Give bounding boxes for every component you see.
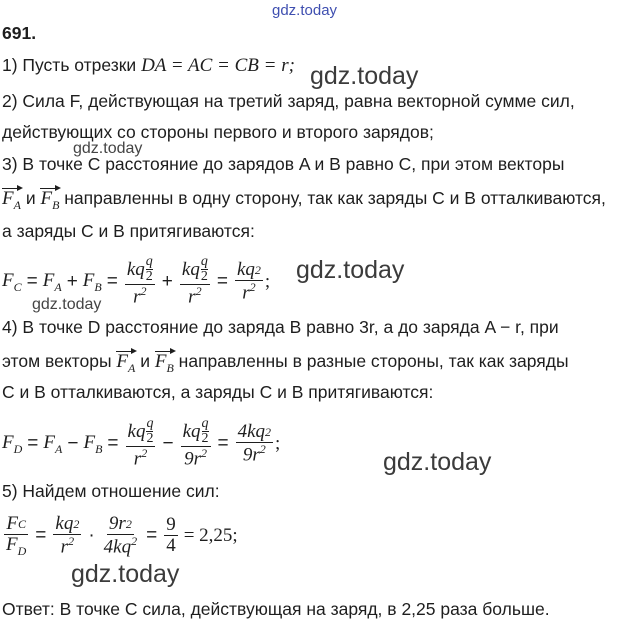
step-1-text: 1) Пусть отрезки	[2, 55, 142, 75]
formula-fc: $F_C$ = $F_A$ + $F_B$ = kq $\frac{q}{2}$ $r^2$ + kq $\frac{q}{2}$ $r^2$ = kq 2 $r^2$ ;	[2, 254, 271, 308]
equals: =	[216, 271, 228, 292]
watermark: gdz.today	[32, 296, 102, 313]
vector-fb: $F_B$	[155, 351, 174, 379]
and-text: и	[135, 351, 155, 371]
answer: Ответ: В точке C сила, действующая на заряд, в 2,25 раза больше.	[2, 599, 550, 619]
watermark: gdz.today	[310, 62, 419, 90]
step-3: 3) В точке C расстояние до зарядов A и B равно C, при этом векторы	[2, 154, 565, 174]
step-4-vectors-pre: этом векторы	[2, 351, 117, 371]
step-4-vectors-text: направленны в разные стороны, так как заряды	[173, 351, 569, 371]
watermark: gdz.today	[73, 140, 143, 157]
and-text: и	[20, 188, 41, 208]
step-2: 2) Сила F, действующая на третий заряд, равна векторной сумме сил,	[2, 91, 575, 111]
vector-fa: $F_A$	[116, 351, 135, 379]
ratio-value: = 2,25;	[183, 525, 238, 546]
formula-fd: $F_D$ = $F_A$ − $F_B$ = kq $\frac{q}{2}$ $r^2$ − kq $\frac{q}{2}$ $9r^2$ = 4kq 2 $9r^2$ ;	[2, 416, 281, 470]
step-4: 4) В точке D расстояние до заряда B равно 3r, а до заряда A − r, при	[2, 317, 559, 337]
vector-fb: $F_B$	[40, 188, 59, 216]
step-1	[2, 54, 295, 77]
formula-ratio: F C $F_D$ = kq 2 $r^2$ · 9r 2 $4kq^2$ = $\frac{9}{4}$ = 2,25;	[6, 512, 238, 558]
step-5: 5) Найдем отношение сил:	[2, 481, 220, 501]
step-3-vectors	[2, 187, 606, 216]
vector-fa: $F_A$	[2, 188, 21, 216]
watermark: gdz.today	[296, 256, 405, 284]
watermark: gdz.today	[383, 448, 492, 476]
step-3-cont: а заряды C и B притягиваются:	[2, 221, 255, 241]
step-2-cont: действующих со стороны первого и второго зарядов;	[2, 122, 434, 142]
watermark: gdz.today	[71, 560, 180, 588]
problem-number: 691.	[2, 23, 37, 43]
step-1-expr: DA = AC = CB = r;	[141, 55, 295, 76]
step-4-vectors	[2, 350, 569, 379]
step-4-cont: C и B отталкиваются, а заряды C и B притягиваются:	[2, 382, 434, 402]
watermark-top: gdz.today	[272, 2, 338, 19]
step-3-vectors-text: направленны в одну сторону, так как заряды C и B отталкиваются,	[59, 188, 606, 208]
